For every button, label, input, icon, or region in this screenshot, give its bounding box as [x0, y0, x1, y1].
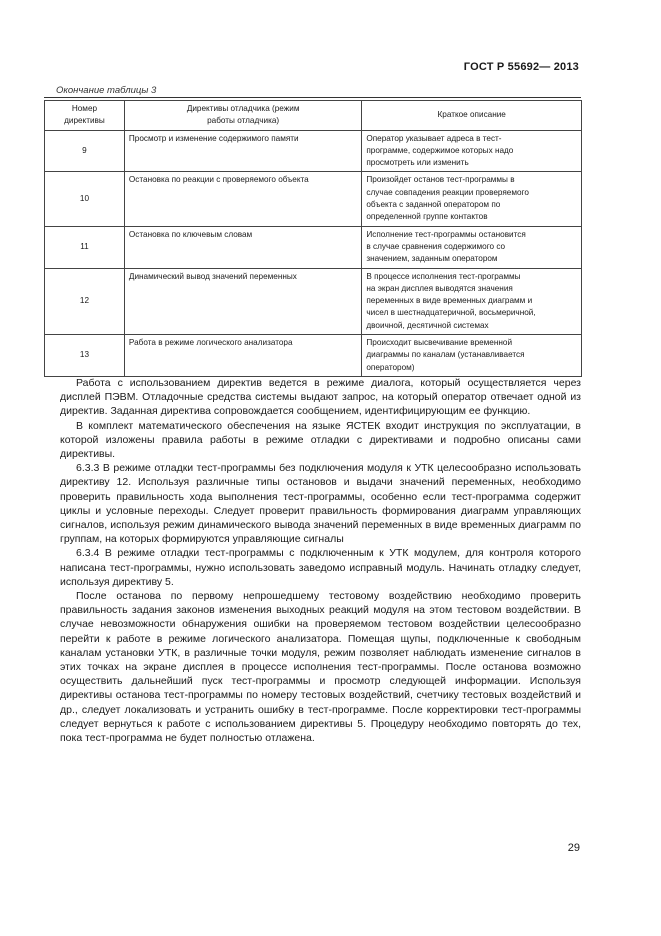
- paragraph: После останова по первому непрошедшему тестовому воздействию необходимо проверить правильность задания законов изменения выходных реакций модуля на этом тестовом воздействии. В случае невозможности обнаружения ошибки на проверяемом тестовом воздействии целесообразно перейти к работе в режиме логического анализатора. Помещая щупы, подключенные к свободным каналам установки УТК, в различные точки модуля, режим позволяет наблюдать изменение сигналов в этих точках на экране дисплея в процессе исполнения тест-программы. После останова возможно осуществить дальнейший пуск тест-программы и просмотр следующей информации. Используя директивы останова тест-программы по номеру тестовых воздействий, счетчику тестовых воздействий и др., следует локализовать и устранить ошибку в тест-программе. После корректировки тест-программы следует вернуться к работе с использованием директивы 5. Процедуру необходимо повторять до тех, пока тест-программа не будет полностью отлажена.: [60, 590, 581, 745]
- directive-description: Оператор указывает адреса в тест- программе, содержимое которых надо просмотреть или изменить: [362, 130, 582, 172]
- table-header-row: [45, 101, 582, 131]
- table-row: [45, 335, 582, 377]
- directive-number: 11: [45, 226, 125, 268]
- paragraph: Работа с использованием директив ведется в режиме диалога, который осуществляется через дисплей ПЭВМ. Отладочные средства системы выдают запрос, на который оператор отвечает одной из директив. Заданная директива сопровождается сообщением, идентифицирующим ее функцию.: [60, 377, 581, 418]
- directive-name: Динамический вывод значений переменных: [124, 268, 361, 334]
- directive-number: 13: [45, 335, 125, 377]
- directive-number: 12: [45, 268, 125, 334]
- directive-name: Остановка по реакции с проверяемого объекта: [124, 172, 361, 226]
- table-caption: Окончание таблицы 3: [56, 85, 157, 96]
- directive-number: 9: [45, 130, 125, 172]
- paragraph: 6.3.4 В режиме отладки тест-программы с подключенным к УТК модулем, для контроля которого написана тест-программы, нужно использовать заведомо исправный модуль. Начинать отладку следует, используя директиву 5.: [60, 547, 581, 588]
- directive-description: В процессе исполнения тест-программы на экран дисплея выводятся значения переменных в виде временных диаграмм и чисел в шестнадцатеричной, восьмеричной, двоичной, десятичной системах: [362, 268, 582, 334]
- directive-description: Происходит высвечивание временной диаграммы по каналам (устанавливается оператором): [362, 335, 582, 377]
- directive-name: Работа в режиме логического анализатора: [124, 335, 361, 377]
- column-header-directive: Директивы отладчика (режим работы отладчика): [124, 101, 361, 131]
- column-header-description: Краткое описание: [362, 101, 582, 131]
- table-row: [45, 268, 582, 334]
- document-code-header: ГОСТ Р 55692— 2013: [463, 61, 579, 73]
- directives-table: [44, 100, 582, 377]
- paragraph: 6.3.3 В режиме отладки тест-программы без подключения модуля к УТК целесообразно использовать директиву 12. Используя различные типы остановов и выдачи значений переменных, необходимо проверить правильность хода выполнения тест-программы, особенно если тест-программа содержит циклы и условные переходы. Следует проверит правильность формирования диаграмм управляющих сигналов, используя режим динамического вывода значений переменных в виде временных диаграмм по группам, на которых формируются управляющие сигналы: [60, 462, 581, 546]
- column-header-number: Номер директивы: [45, 101, 125, 131]
- table-row: [45, 130, 582, 172]
- directive-description: Исполнение тест-программы остановится в случае сравнения содержимого со значением, заданным оператором: [362, 226, 582, 268]
- directive-number: 10: [45, 172, 125, 226]
- body-text: [60, 376, 581, 745]
- page-number: 29: [567, 842, 580, 854]
- caption-divider: [44, 97, 581, 98]
- directive-name: Остановка по ключевым словам: [124, 226, 361, 268]
- directive-name: Просмотр и изменение содержимого памяти: [124, 130, 361, 172]
- table-row: [45, 172, 582, 226]
- table-row: [45, 226, 582, 268]
- directive-description: Произойдет останов тест-программы в случае совпадения реакции проверяемого объекта с заданной оператором по определенной группе контактов: [362, 172, 582, 226]
- paragraph: В комплект математического обеспечения на языке ЯСТЕК входит инструкция по эксплуатации, в которой изложены правила работы в режиме отладки с директивами и подробно описаны сами директивы.: [60, 419, 581, 461]
